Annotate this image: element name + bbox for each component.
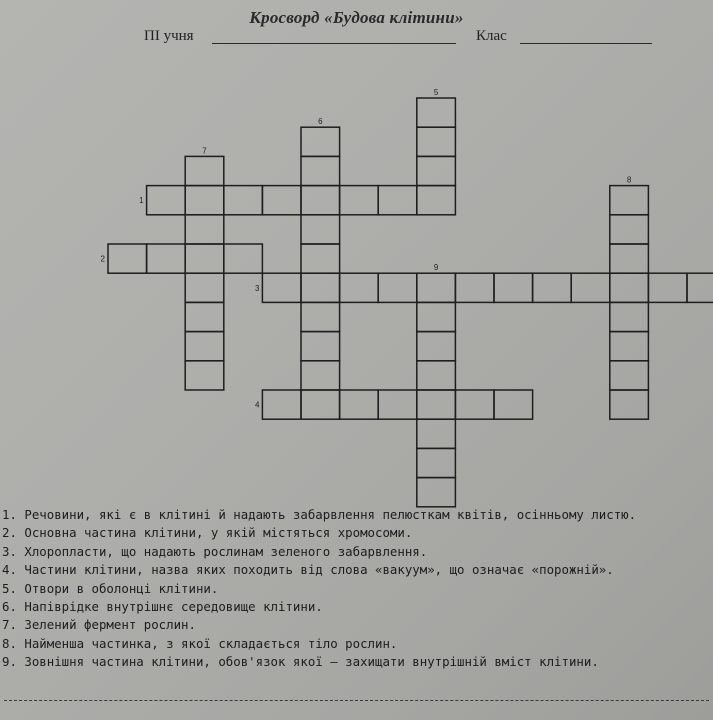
crossword-cell[interactable] <box>301 273 340 302</box>
crossword-cell[interactable] <box>417 98 456 127</box>
crossword-cell[interactable] <box>185 273 224 302</box>
crossword-cell[interactable] <box>185 156 224 185</box>
crossword-cell[interactable] <box>610 273 649 302</box>
crossword-cell[interactable] <box>301 332 340 361</box>
crossword-cell[interactable] <box>417 361 456 390</box>
clue-number-label: 1 <box>139 196 144 206</box>
clue-item: 8. Найменша частинка, з якої складається тіло рослин. <box>2 635 398 651</box>
crossword-cell[interactable] <box>378 186 417 215</box>
crossword-cell[interactable] <box>417 448 456 477</box>
crossword-cell[interactable] <box>610 390 649 419</box>
clue-number-label: 2 <box>100 254 105 264</box>
crossword-cell[interactable] <box>610 302 649 331</box>
crossword-cell[interactable] <box>185 302 224 331</box>
crossword-cell[interactable] <box>185 332 224 361</box>
crossword-cell[interactable] <box>340 390 379 419</box>
crossword-cell[interactable] <box>147 244 186 273</box>
clue-number-label: 3 <box>254 283 260 293</box>
clue-item: 5. Отвори в оболонці клітини. <box>2 580 219 596</box>
crossword-cell[interactable] <box>262 390 301 419</box>
crossword-cell[interactable] <box>262 186 301 215</box>
crossword-cell[interactable] <box>301 156 340 185</box>
clue-item: 3. Хлоропласти, що надають рослинам зеленого забарвлення. <box>2 543 428 559</box>
crossword-cell[interactable] <box>185 244 224 273</box>
clue-item: 2. Основна частина клітини, у якій містяться хромосоми. <box>2 525 413 541</box>
crossword-cell[interactable] <box>417 186 456 215</box>
student-name-label: ПІ учня <box>144 28 194 44</box>
crossword-cell[interactable] <box>185 215 224 244</box>
crossword-cell[interactable] <box>610 361 649 390</box>
crossword-cell[interactable] <box>417 156 456 185</box>
crossword-cell[interactable] <box>417 390 456 419</box>
crossword-cell[interactable] <box>340 273 379 302</box>
crossword-cell[interactable] <box>455 273 494 302</box>
crossword-cell[interactable] <box>494 273 533 302</box>
clue-item: 4. Частини клітини, назва яких походить від слова «вакуум», що означає «порожній». <box>2 562 614 578</box>
crossword-cell[interactable] <box>417 127 456 156</box>
crossword-cell[interactable] <box>610 244 649 273</box>
crossword-cell[interactable] <box>301 302 340 331</box>
crossword-cell[interactable] <box>147 186 186 215</box>
page-title: Кросворд «Будова клітини» <box>249 8 464 27</box>
crossword-cell[interactable] <box>610 215 649 244</box>
crossword-cell[interactable] <box>340 186 379 215</box>
crossword-cell[interactable] <box>185 186 224 215</box>
clue-number-label: 8 <box>626 175 632 185</box>
crossword-cell[interactable] <box>417 332 456 361</box>
clue-item: 1. Речовини, які є в клітині й надають забарвлення пелюсткам квітів, осінньому листю. <box>2 507 637 522</box>
crossword-cell[interactable] <box>378 390 417 419</box>
crossword-cell[interactable] <box>301 361 340 390</box>
crossword-cell[interactable] <box>417 273 456 302</box>
crossword-cell[interactable] <box>494 390 533 419</box>
crossword-cell[interactable] <box>648 273 687 302</box>
crossword-cell[interactable] <box>262 273 301 302</box>
crossword-cell[interactable] <box>224 186 263 215</box>
crossword-cell[interactable] <box>533 273 572 302</box>
crossword-cell[interactable] <box>610 186 649 215</box>
crossword-numbers <box>101 88 632 410</box>
crossword-cell[interactable] <box>301 127 340 156</box>
clue-number-label: 9 <box>433 263 439 273</box>
cut-line <box>4 700 709 701</box>
crossword-cell[interactable] <box>301 215 340 244</box>
clue-number-label: 7 <box>202 146 207 156</box>
crossword-cell[interactable] <box>455 390 494 419</box>
crossword-cell[interactable] <box>417 478 456 507</box>
crossword-cell[interactable] <box>108 244 147 273</box>
class-label: Клас <box>476 28 507 44</box>
clue-number-label: 5 <box>433 88 439 97</box>
clue-number-label: 6 <box>318 117 323 127</box>
clue-item: 7. Зелений фермент рослин. <box>2 617 196 633</box>
clue-number-label: 4 <box>254 400 260 410</box>
crossword-cell[interactable] <box>571 273 610 302</box>
clue-list <box>0 506 713 672</box>
crossword-cell[interactable] <box>417 302 456 331</box>
crossword-cell[interactable] <box>301 186 340 215</box>
crossword-cell[interactable] <box>610 332 649 361</box>
crossword-cell[interactable] <box>687 273 713 302</box>
crossword-cell[interactable] <box>185 361 224 390</box>
crossword-cell[interactable] <box>417 419 456 448</box>
clue-item: 6. Напіврідке внутрішнє середовище клітини. <box>2 599 323 615</box>
crossword-cell[interactable] <box>301 390 340 419</box>
crossword-cell[interactable] <box>224 244 263 273</box>
clue-item: 9. Зовнішня частина клітини, обов'язок якої — захищати внутрішній вміст клітини. <box>2 654 599 670</box>
crossword-cell[interactable] <box>301 244 340 273</box>
crossword-cells[interactable] <box>108 98 713 507</box>
crossword-cell[interactable] <box>378 273 417 302</box>
